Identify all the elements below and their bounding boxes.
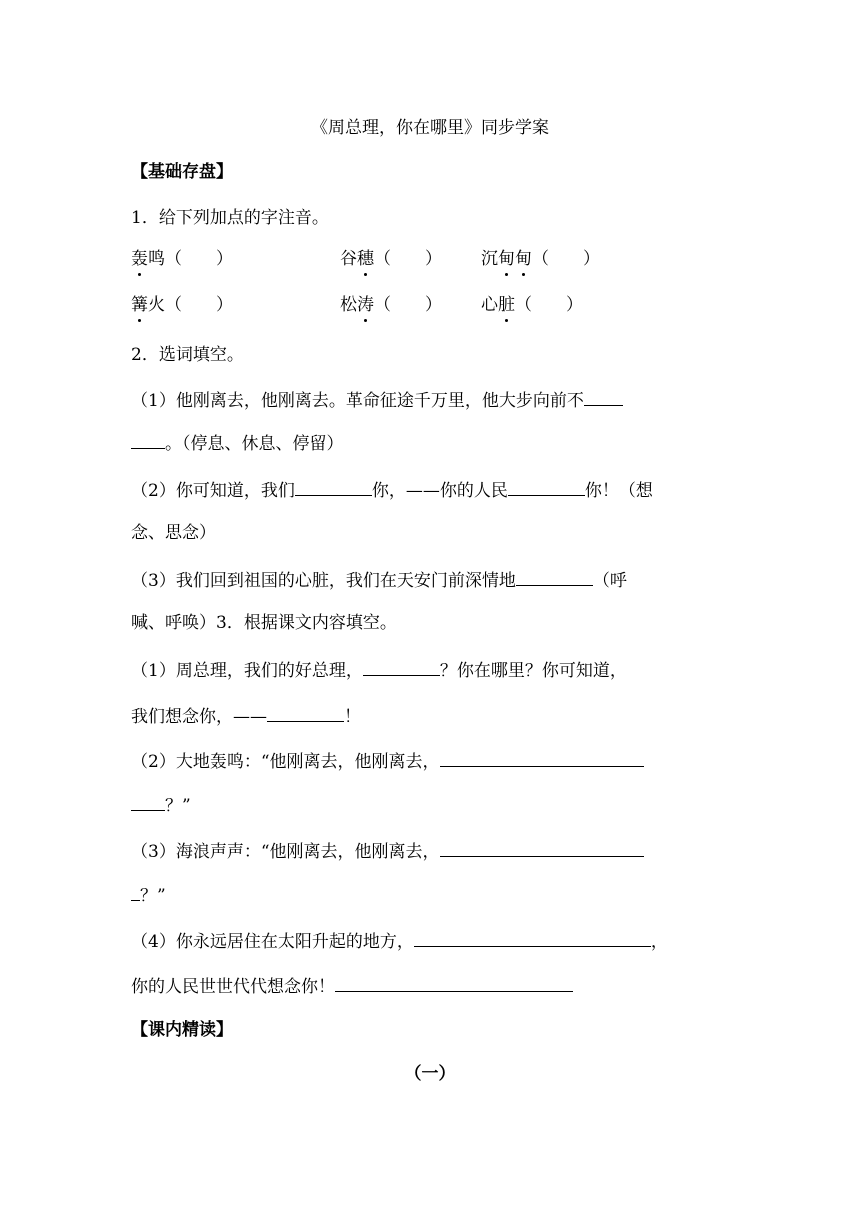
q2-sentence-1-cont: 。（停息、休息、停留） — [131, 430, 344, 456]
q3-sentence-3-cont: ？” — [131, 882, 166, 908]
answer-blank[interactable] — [440, 838, 644, 857]
dotted-char: 穗 — [357, 249, 374, 269]
answer-blank[interactable] — [414, 928, 651, 947]
q3-sentence-3: （3）海浪声声：“他刚离去，他刚离去， — [131, 838, 644, 864]
q3-sentence-2: （2）大地轰鸣：“他刚离去，他刚离去， — [131, 748, 644, 774]
q3-sentence-4: （4）你永远居住在太阳升起的地方， ， — [131, 928, 668, 954]
answer-blank[interactable] — [363, 657, 440, 676]
pinyin-item-4: 篝火（ ） — [131, 295, 233, 315]
q3-sentence-2-cont: ？” — [131, 792, 191, 818]
answer-blank[interactable] — [131, 430, 165, 449]
q2-sentence-3-cont: 喊、呼唤）3．根据课文内容填空。 — [131, 613, 397, 633]
pinyin-item-1: 轰鸣（ ） — [131, 249, 233, 269]
question-1-stem: 1．给下列加点的字注音。 — [131, 208, 329, 228]
pinyin-item-2: 谷穗（ ） — [340, 249, 442, 269]
page-title: 《周总理，你在哪里》同步学案 — [311, 118, 549, 138]
pinyin-item-3: 沉甸甸（ ） — [481, 249, 600, 269]
dotted-char: 轰 — [131, 249, 148, 269]
dotted-char: 涛 — [357, 295, 374, 315]
question-2-stem: 2．选词填空。 — [131, 345, 244, 365]
q3-sentence-1-cont: 我们想念你，—— ！ — [131, 703, 361, 729]
dotted-char — [498, 249, 532, 269]
pinyin-item-6: 心脏（ ） — [481, 295, 583, 315]
answer-blank[interactable] — [295, 477, 372, 496]
dotted-char: 篝 — [131, 295, 148, 315]
section-heading-basics: 【基础存盘】 — [131, 162, 233, 182]
answer-blank[interactable] — [584, 387, 623, 406]
answer-blank[interactable] — [131, 792, 165, 811]
answer-blank[interactable] — [440, 748, 644, 767]
answer-blank[interactable] — [131, 882, 140, 901]
part-heading: （一） — [404, 1064, 456, 1084]
q2-sentence-2-cont: 念、思念） — [131, 523, 216, 543]
dotted-char: 甸 — [515, 249, 532, 269]
q2-sentence-2: （2）你可知道，我们 你，——你的人民 你！（想 — [131, 477, 653, 503]
dotted-char: 脏 — [498, 295, 515, 315]
pinyin-item-5: 松涛（ ） — [340, 295, 442, 315]
dotted-char: 甸 — [498, 249, 515, 269]
q2-sentence-3: （3）我们回到祖国的心脏，我们在天安门前深情地 （呼 — [131, 567, 627, 593]
answer-blank[interactable] — [335, 973, 573, 992]
q2-sentence-1: （1）他刚离去，他刚离去。革命征途千万里，他大步向前不 — [131, 387, 623, 413]
answer-blank[interactable] — [508, 477, 585, 496]
q3-sentence-1: （1）周总理，我们的好总理， ？你在哪里？你可知道， — [131, 657, 627, 683]
section-heading-reading: 【课内精读】 — [131, 1020, 233, 1040]
q3-sentence-4-cont: 你的人民世世代代想念你！ — [131, 973, 573, 999]
answer-blank[interactable] — [267, 703, 344, 722]
answer-blank[interactable] — [516, 567, 593, 586]
